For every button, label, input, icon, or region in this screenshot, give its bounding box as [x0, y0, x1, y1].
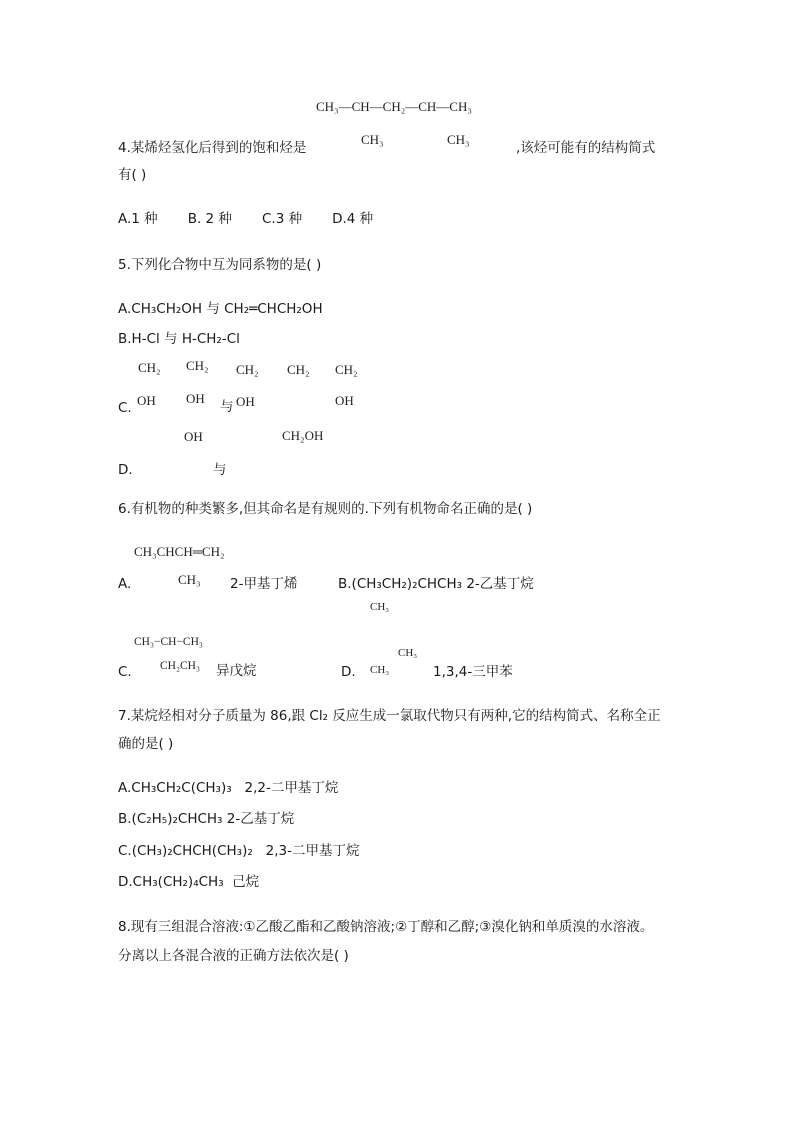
q5-c-left-bot2: OH: [186, 391, 205, 406]
q5-option-a: A.CH₃CH₂OH 与 CH₂═CHCH₂OH: [118, 301, 323, 317]
q6-c-main: CH₃−CH−CH₃: [134, 636, 203, 648]
q6-d-sub-bottom: CH₃: [370, 664, 390, 676]
q6-a-sub: CH₃: [178, 572, 201, 587]
q7-option-d: D.CH₃(CH₂)₄CH₃ 己烷: [118, 874, 260, 890]
q5-option-c-label: C.: [118, 400, 132, 416]
q6-option-c-label: C.: [118, 664, 132, 680]
q5-c-right-top1: CH₂: [236, 362, 259, 377]
q4-options: A.1 种 B. 2 种 C.3 种 D.4 种: [118, 211, 374, 227]
q5-option-d-label: D.: [118, 462, 133, 478]
q6-option-d-name: 1,3,4-三甲苯: [433, 664, 513, 680]
q6-d-sub-right: CH₃: [398, 647, 418, 659]
q7-option-c: C.(CH₃)₂CHCH(CH₃)₂ 2,3-二甲基丁烷: [118, 843, 360, 859]
q6-c-sub: CH₂CH₃: [160, 660, 200, 672]
q4-structure-sub2: CH₃: [447, 132, 470, 147]
q6-d-sub-top: CH₃: [370, 601, 390, 613]
q4-stem-c: 有( ): [118, 167, 147, 183]
q6-option-d-label: D.: [341, 664, 356, 680]
q6-option-a-label: A.: [118, 576, 132, 592]
q5-c-right-bot3: OH: [335, 393, 354, 408]
q5-d-right-group: CH₂OH: [282, 428, 324, 443]
q5-c-right-top2: CH₂: [287, 362, 310, 377]
q7-stem-line2: 确的是( ): [118, 736, 174, 752]
q8-stem-line1: 8.现有三组混合溶液:①乙酸乙酯和乙酸钠溶液;②丁醇和乙醇;③溴化钠和单质溴的水溶液。: [118, 919, 654, 935]
q4-stem-b: ,该烃可能有的结构简式: [516, 140, 656, 156]
q5-c-right-bot1: OH: [236, 394, 255, 409]
q5-c-left-top1: CH₂: [138, 360, 161, 375]
q4-structure-main: CH₃—CH—CH₂—CH—CH₃: [316, 99, 472, 114]
q7-option-b: B.(C₂H₅)₂CHCH₃ 2-乙基丁烷: [118, 811, 295, 827]
q6-a-main: CH₃CHCH═CH₂: [134, 544, 225, 559]
q4-stem-a: 4.某烯烃氢化后得到的饱和烃是: [118, 140, 307, 156]
q6-option-a-name: 2-甲基丁烯: [230, 576, 298, 592]
q4-structure-sub1: CH₃: [361, 132, 384, 147]
q5-option-c-joiner: 与: [220, 399, 234, 415]
q5-d-left-group: OH: [184, 429, 203, 444]
q6-stem: 6.有机物的种类繁多,但其命名是有规则的.下列有机物命名正确的是( ): [118, 501, 533, 517]
q7-stem-line1: 7.某烷烃相对分子质量为 86,跟 Cl₂ 反应生成一氯取代物只有两种,它的结构简式、名称全正: [118, 708, 661, 724]
q5-c-left-top2: CH₂: [186, 358, 209, 373]
q5-c-left-bot1: OH: [137, 393, 156, 408]
q8-stem-line2: 分离以上各混合液的正确方法依次是( ): [118, 948, 349, 964]
q5-option-b: B.H-Cl 与 H-CH₂-Cl: [118, 331, 240, 347]
q6-option-c-name: 异戊烷: [216, 663, 257, 679]
q5-option-d-joiner: 与: [213, 462, 227, 478]
q6-option-b: B.(CH₃CH₂)₂CHCH₃ 2-乙基丁烷: [338, 576, 534, 592]
q5-c-right-top3: CH₂: [335, 362, 358, 377]
q5-stem: 5.下列化合物中互为同系物的是( ): [118, 257, 322, 273]
q7-option-a: A.CH₃CH₂C(CH₃)₃ 2,2-二甲基丁烷: [118, 780, 339, 796]
